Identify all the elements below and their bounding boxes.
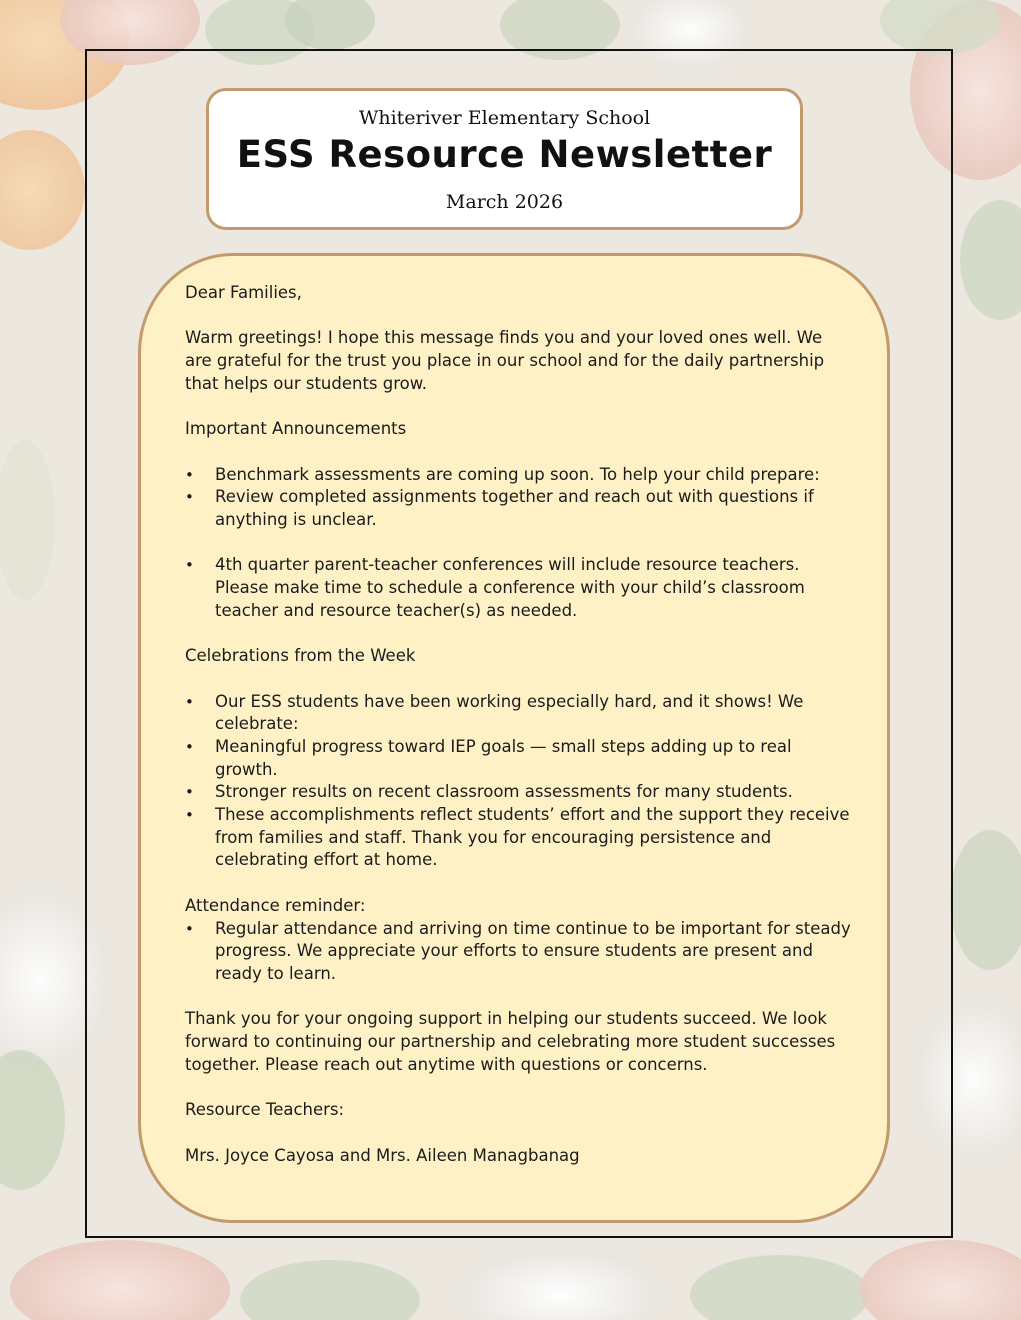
masthead [206,88,803,230]
bullet-icon: • [185,806,194,825]
list-item: • Meaningful progress toward IEP goals — small steps adding up to real growth. [185,736,792,779]
celebrations-heading: Celebrations from the Week [185,646,416,666]
bullet-icon: • [185,919,194,938]
list-item: • Benchmark assessments are coming up soon. To help your child prepare: [185,464,853,487]
list-item: • These accomplishments reflect students’ effort and the support they receive from families and staff. Thank you for encouraging persistence and celebrating effort at home. [185,805,850,870]
signoff-names: Mrs. Joyce Cayosa and Mrs. Aileen Managbanag [185,1145,580,1165]
conference-list [185,554,853,622]
newsletter-title: ESS Resource Newsletter [236,133,773,176]
closing-paragraph: Thank you for your ongoing support in helping our students succeed. We look forward to continuing our partnership and celebrating more student successes together. Please reach out anytime with questions or concerns. [185,1009,836,1074]
school-name: Whiteriver Elementary School [358,107,651,129]
list-item: • Stronger results on recent classroom assessments for many students. [185,781,853,804]
announcements-list [185,464,853,532]
signoff-label: Resource Teachers: [185,1100,345,1120]
bullet-icon: • [185,692,194,711]
list-item: • Our ESS students have been working especially hard, and it shows! We celebrate: [185,691,804,734]
list-item: • Review completed assignments together and reach out with questions if anything is unclear. [185,487,814,529]
bullet-icon: • [185,465,194,484]
issue-date: March 2026 [445,191,564,213]
attendance-heading: Attendance reminder: [185,895,366,915]
list-item: • 4th quarter parent-teacher conferences will include resource teachers. Please make time to schedule a conference with your child’s classroom teacher and resource teacher(s) as needed. [185,555,805,620]
intro-paragraph: Warm greetings! I hope this message finds you and your loved ones well. We are grateful for the trust you place in our school and for the daily partnership that helps our students grow. [185,328,825,393]
bullet-icon: • [185,556,194,575]
attendance-list [185,918,853,986]
announcements-heading: Important Announcements [185,419,407,439]
list-item: • Regular attendance and arriving on time continue to be important for steady progress. We appreciate your efforts to ensure students are present and ready to learn. [185,918,851,983]
bullet-icon: • [185,783,194,802]
bullet-icon: • [185,488,194,507]
celebrations-list [185,691,853,873]
bullet-icon: • [185,737,194,756]
greeting: Dear Families, [185,283,302,302]
letter-body [185,282,853,1167]
